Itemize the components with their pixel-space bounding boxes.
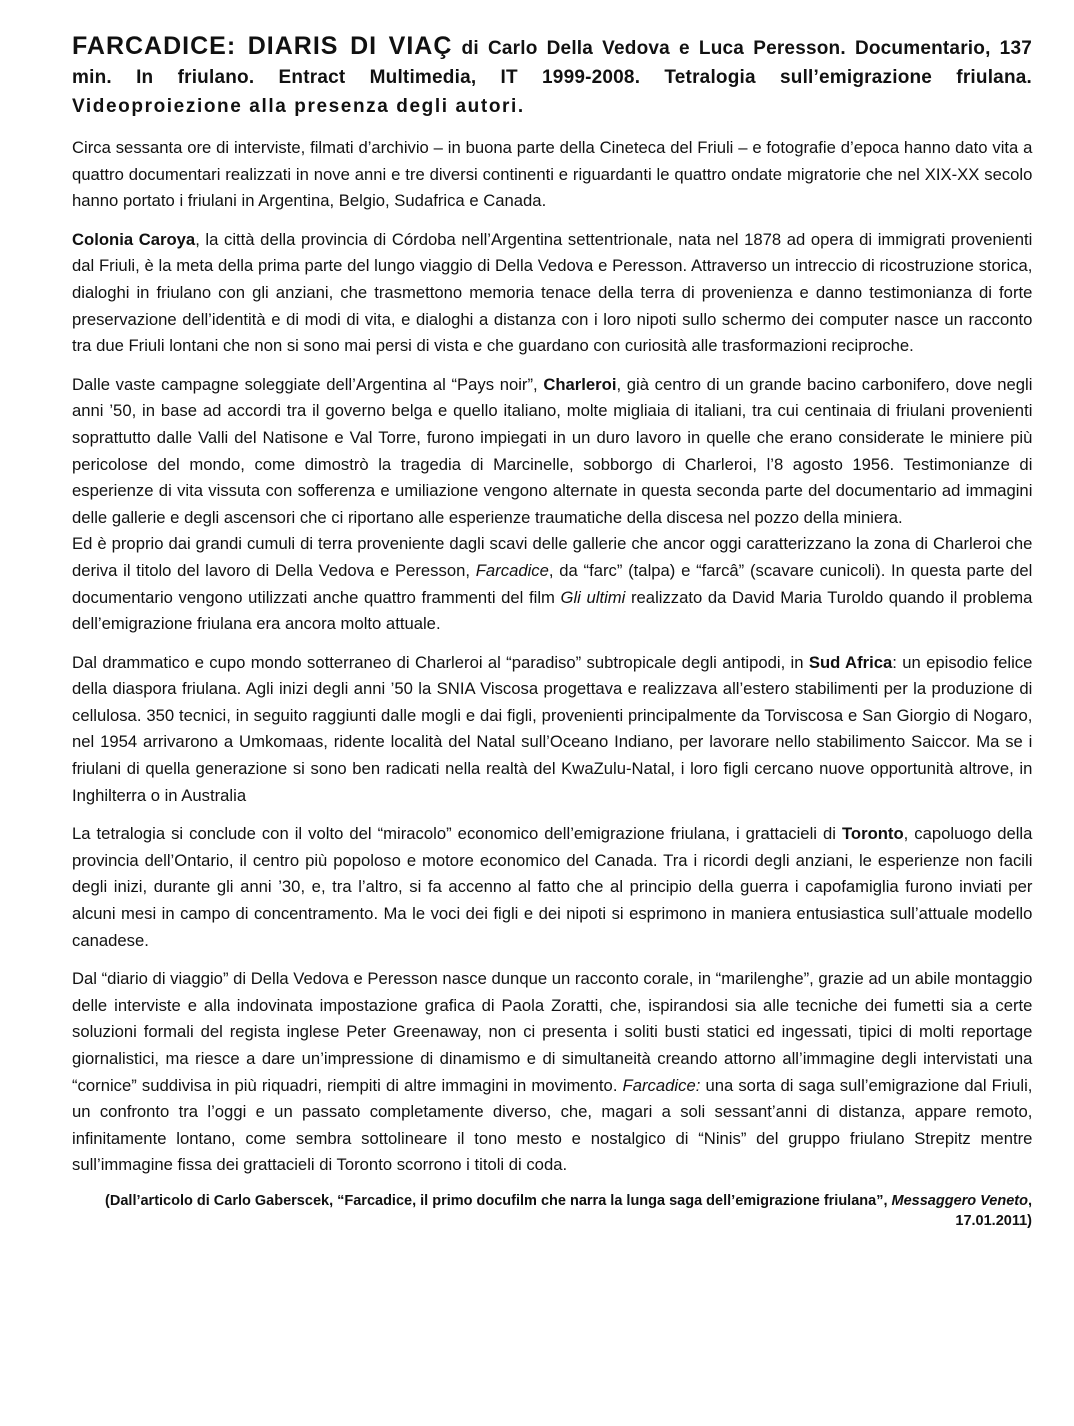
film-title: FARCADICE: DIARIS DI VIAÇ	[72, 32, 453, 60]
paragraph-conclusion-text-b: una sorta di saga sull’emigrazione dal Friuli, un confronto tra l’oggi e un passato completamente diverso, che, magari a soli sessant’anni di distanza, appare remoto, infinitamente lontano, come sembra sottolineare il tono mesto e nostalgico di “Ninis” del gruppo friulano Strepitz mentre sull’immagine fissa dei grattacieli di Toronto scorrono i titoli di coda.	[72, 1075, 1033, 1175]
paragraph-canada	[72, 821, 1032, 954]
title-farcadice-conclusion: Farcadice:	[622, 1075, 701, 1095]
paragraph-intro-text: Circa sessanta ore di interviste, filmati d’archivio – in buona parte della Cineteca del Friuli – e fotografie d’epoca hanno dato vita a quattro documentari realizzati in nove anni e tre diversi continenti e riguardanti le quattro ondate migratorie che nel XIX-XX secolo hanno portato i friulani in Argentina, Belgio, Sudafrica e Canada.	[72, 138, 1033, 211]
document-page	[72, 32, 1032, 1231]
paragraph-belgium-text-a: Dalle vaste campagne soleggiate dell’Argentina al “Pays noir”,	[72, 374, 544, 394]
place-sud-africa: Sud Africa	[808, 652, 893, 672]
title-farcadice: Farcadice	[475, 560, 549, 580]
paragraph-belgium-text-b: , già centro di un grande bacino carbonifero, dove negli anni ’50, in base ad accordi tra il governo belga e quello italiano, molte migliaia di italiani, tra cui centinaia di friulani provenienti soprattutto dalle Valli del Natisone e Val Torre, furono impiegati in un duro lavoro in quelle che erano considerate le miniere più pericolose del mondo, come dimostrò la tragedia di Marcinelle, sobborgo di Charleroi, l’8 agosto 1956. Testimonianze di esperienze di vita vissuta con sofferenza e umiliazione vengono alternate in questa seconda parte del documentario ad immagini delle gallerie e degli ascensori che ci riportano alle esperienze traumatiche della discesa nel pozzo della miniera.	[72, 374, 1033, 527]
paragraph-south-africa	[72, 650, 1032, 810]
paragraph-argentina	[72, 227, 1032, 360]
source-newspaper: Messaggero Veneto	[891, 1192, 1028, 1209]
source-citation-date: , 17.01.2011)	[955, 1192, 1032, 1229]
paragraph-south-africa-text-b: : un episodio felice della diaspora friulana. Agli inizi degli anni ’50 la SNIA Viscosa progettava e realizzava all’estero stabilimenti per la produzione di cellulosa. 350 tecnici, in seguito raggiunti dalle mogli e dai figli, provenienti principalmente da Torviscosa e San Giorgio di Nogaro, nel 1954 arrivarono a Umkomaas, ridente località del Natal sull’Oceano Indiano, per lavorare nello stabilimento Saiccor. Ma se i friulani di quella generazione si sono ben radicati nella realtà del KwaZulu-Natal, i loro figli cercano nuove opportunità altrove, in Inghilterra o in Australia	[72, 652, 1033, 805]
place-colonia-caroya: Colonia Caroya	[72, 229, 196, 249]
title-gli-ultimi: Gli ultimi	[560, 587, 626, 607]
source-citation-text-a: (Dall’articolo di Carlo Gaberscek, “Farcadice, il primo docufilm che narra la lunga saga dell’emigrazione friulana”,	[105, 1192, 892, 1209]
place-toronto: Toronto	[841, 824, 904, 844]
paragraph-title-origin-text-c: realizzato da David Maria Turoldo quando il problema dell’emigrazione friulana era ancora molto attuale.	[72, 587, 1033, 634]
paragraph-intro	[72, 135, 1032, 215]
paragraph-title-origin	[72, 531, 1032, 637]
paragraph-conclusion	[72, 966, 1032, 1179]
source-citation	[72, 1191, 1032, 1231]
film-header	[72, 32, 1032, 121]
paragraph-canada-text-a: La tetralogia si conclude con il volto del “miracolo” economico dell’emigrazione friulana, i grattacieli di	[72, 824, 842, 844]
paragraph-argentina-text: , la città della provincia di Córdoba nell’Argentina settentrionale, nata nel 1878 ad opera di immigrati provenienti dal Friuli, è la meta della prima parte del lungo viaggio di Della Vedova e Peresson. Attraverso un intreccio di ricostruzione storica, dialoghi in friulano con gli anziani, che trasmettono memoria tenace della terra di provenienza e danno testimonianza di forte preservazione dell’identità e di modi di vita, e dialoghi a distanza con i loro nipoti sullo schermo dei computer nasce un racconto tra due Friuli lontani che non si sono mai persi di vista e che guardano con curiosità alle trasformazioni reciproche.	[72, 229, 1033, 356]
film-credits: di Carlo Della Vedova e Luca Peresson. Documentario, 137 min. In friulano. Entract Multimedia, IT 1999-2008. Tetralogia sull’emigrazione friulana.	[72, 38, 1032, 88]
paragraph-belgium	[72, 372, 1032, 532]
screening-note: Videoproiezione alla presenza degli autori.	[72, 96, 525, 117]
paragraph-conclusion-text-a: Dal “diario di viaggio” di Della Vedova e Peresson nasce dunque un racconto corale, in “marilenghe”, grazie ad un abile montaggio delle interviste e alla indovinata impostazione grafica di Paola Zoratti, che, ispirandosi sia alle tecniche dei fumetti sia a certe soluzioni formali del regista inglese Peter Greenaway, non ci presenta i soliti busti statici ed ingessati, tipici di molti reportage giornalistici, ma riesce a dare un’impressione di dinamismo e di simultaneità creando attorno all’immagine degli intervistati una “cornice” suddivisa in più riquadri, riempiti di altre immagini in movimento.	[72, 969, 1033, 1095]
paragraph-title-origin-text-b: , da “farc” (talpa) e “farcâ” (scavare cunicoli). In questa parte del documentario vengono utilizzati anche quattro frammenti del film	[72, 560, 1033, 607]
place-charleroi: Charleroi	[543, 374, 617, 394]
paragraph-south-africa-text-a: Dal drammatico e cupo mondo sotterraneo di Charleroi al “paradiso” subtropicale degli antipodi, in	[72, 652, 809, 672]
paragraph-canada-text-b: , capoluogo della provincia dell’Ontario, il centro più popoloso e motore economico del Canada. Tra i ricordi degli anziani, le esperienze non facili degli inizi, durante gli anni ’30, e, tra l’altro, si fa accenno al fatto che al principio della guerra i capofamiglia furono inviati per alcuni mesi in campo di concentramento. Ma le voci dei figli e dei nipoti si esprimono in maniera entusiastica sull’attuale modello canadese.	[72, 824, 1033, 950]
paragraph-title-origin-text-a: Ed è proprio dai grandi cumuli di terra proveniente dagli scavi delle gallerie che ancor oggi caratterizzano la zona di Charleroi che deriva il titolo del lavoro di Della Vedova e Peresson,	[72, 534, 1033, 580]
